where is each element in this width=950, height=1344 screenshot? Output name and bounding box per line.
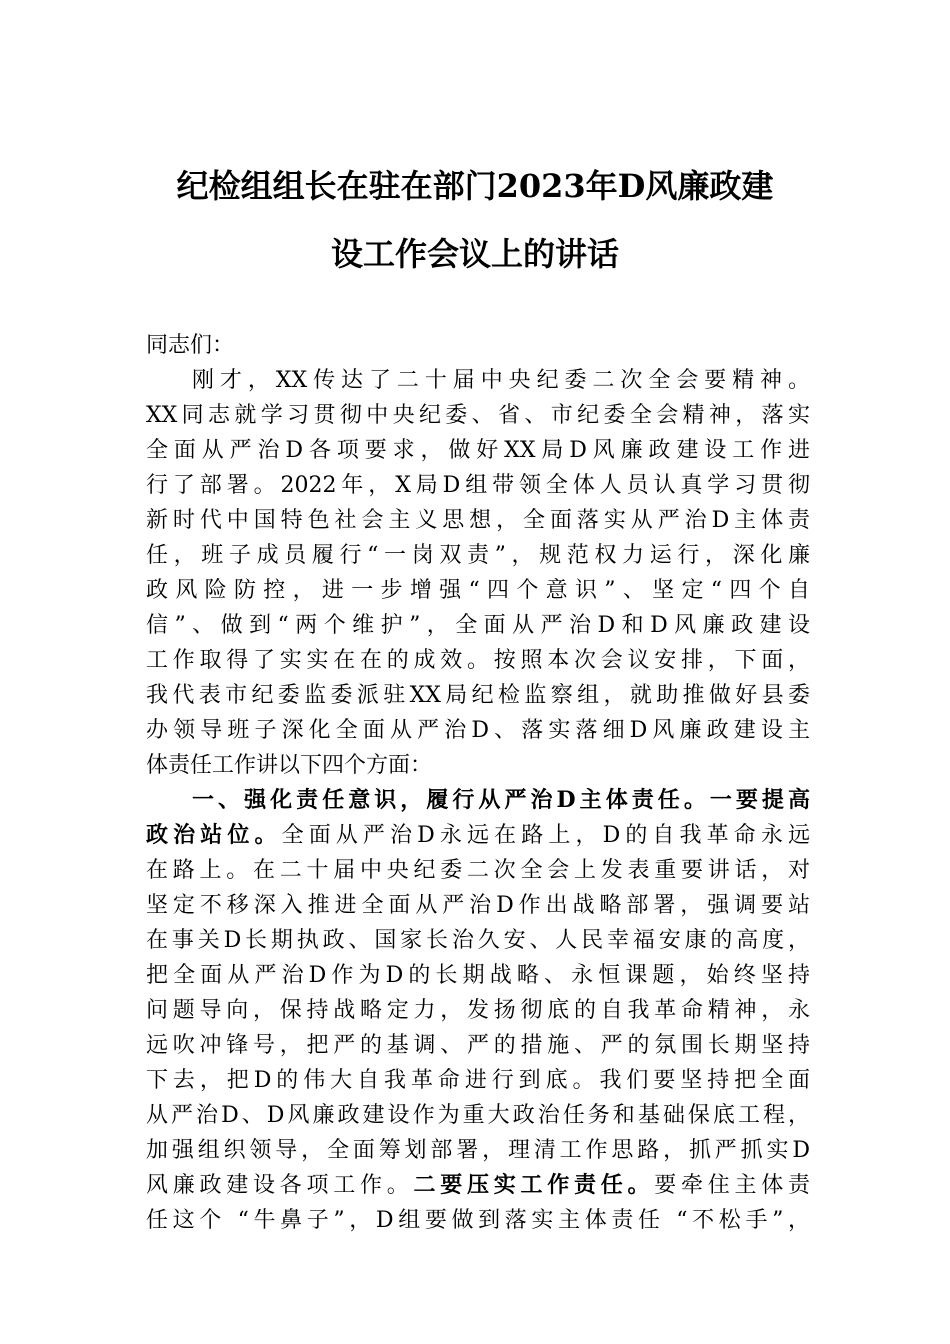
paragraph-line: 下去，把D的伟大自我革命进行到底。我们要坚持把全面	[146, 1068, 810, 1093]
paragraph-text: 风廉政建设各项工作。	[146, 1173, 414, 1198]
paragraph-line: 把全面从严治D作为D的长期战略、永恒课题，始终坚持	[146, 963, 810, 988]
paragraph-line: 从严治D、D风廉政建设作为重大政治任务和基础保底工程，	[146, 1103, 810, 1128]
subheading-1-part-1: 一要提高	[709, 787, 810, 813]
subheading-1-part-2: 政治站位。	[146, 822, 282, 848]
paragraph-line: 政风险防控，进一步增强“四个意识”、坚定“四个自	[146, 578, 810, 603]
paragraph-line: 新时代中国特色社会主义思想，全面落实从严治D主体责	[146, 508, 810, 533]
paragraph-line: 加强组织领导，全面筹划部署，理清工作思路，抓严抓实D	[146, 1138, 810, 1163]
paragraph-line	[146, 818, 810, 853]
salutation: 同志们：	[146, 333, 235, 358]
paragraph-text: 要牵住主体责	[654, 1173, 810, 1198]
paragraph-line: 工作取得了实实在在的成效。按照本次会议安排，下面，	[146, 648, 810, 673]
paragraph-line: 行了部署。2022年，X局D组带领全体人员认真学习贯彻	[146, 473, 810, 498]
paragraph-line: 体责任工作讲以下四个方面：	[146, 753, 433, 778]
document-body	[146, 328, 810, 1238]
paragraph-line: 刚才，XX传达了二十届中央纪委二次全会要精神。	[192, 368, 810, 393]
paragraph-line: 问题导向，保持战略定力，发扬彻底的自我革命精神，永	[146, 998, 810, 1023]
paragraph-line: 办领导班子深化全面从严治D、落实落细D风廉政建设主	[146, 718, 810, 743]
paragraph-line: 任这个 “牛鼻子”，D组要做到落实主体责任 “不松手”，	[146, 1208, 810, 1233]
paragraph-text: 全面从严治D永远在路上，D的自我革命永远	[281, 823, 810, 848]
subheading-2: 二要压实工作责任。	[413, 1172, 655, 1198]
paragraph-line: 在事关D长期执政、国家长治久安、人民幸福安康的高度，	[146, 928, 810, 953]
paragraph-line: XX同志就学习贯彻中央纪委、省、市纪委全会精神，落实	[146, 403, 810, 428]
section-heading-line	[146, 783, 810, 818]
paragraph-line: 远吹冲锋号，把严的基调、严的措施、严的氛围长期坚持	[146, 1033, 810, 1058]
section-heading: 一、强化责任意识，履行从严治D主体责任。	[192, 787, 710, 813]
document-title-line-2: 设工作会议上的讲话	[330, 235, 619, 273]
paragraph-line: 任，班子成员履行“一岗双责”，规范权力运行，深化廉	[146, 543, 810, 568]
paragraph-line: 坚定不移深入推进全面从严治D作出战略部署，强调要站	[146, 893, 810, 918]
paragraph-line: 在路上。在二十届中央纪委二次全会上发表重要讲话，对	[146, 858, 810, 883]
paragraph-line	[146, 1168, 810, 1203]
paragraph-line: 全面从严治D各项要求，做好XX局D风廉政建设工作进	[146, 438, 810, 463]
paragraph-line: 我代表市纪委监委派驻XX局纪检监察组，就助推做好县委	[146, 683, 810, 708]
document-title-line-1: 纪检组组长在驻在部门2023年D风廉政建	[176, 167, 774, 205]
paragraph-line: 信”、做到“两个维护”，全面从严治D和D风廉政建设	[146, 613, 810, 638]
